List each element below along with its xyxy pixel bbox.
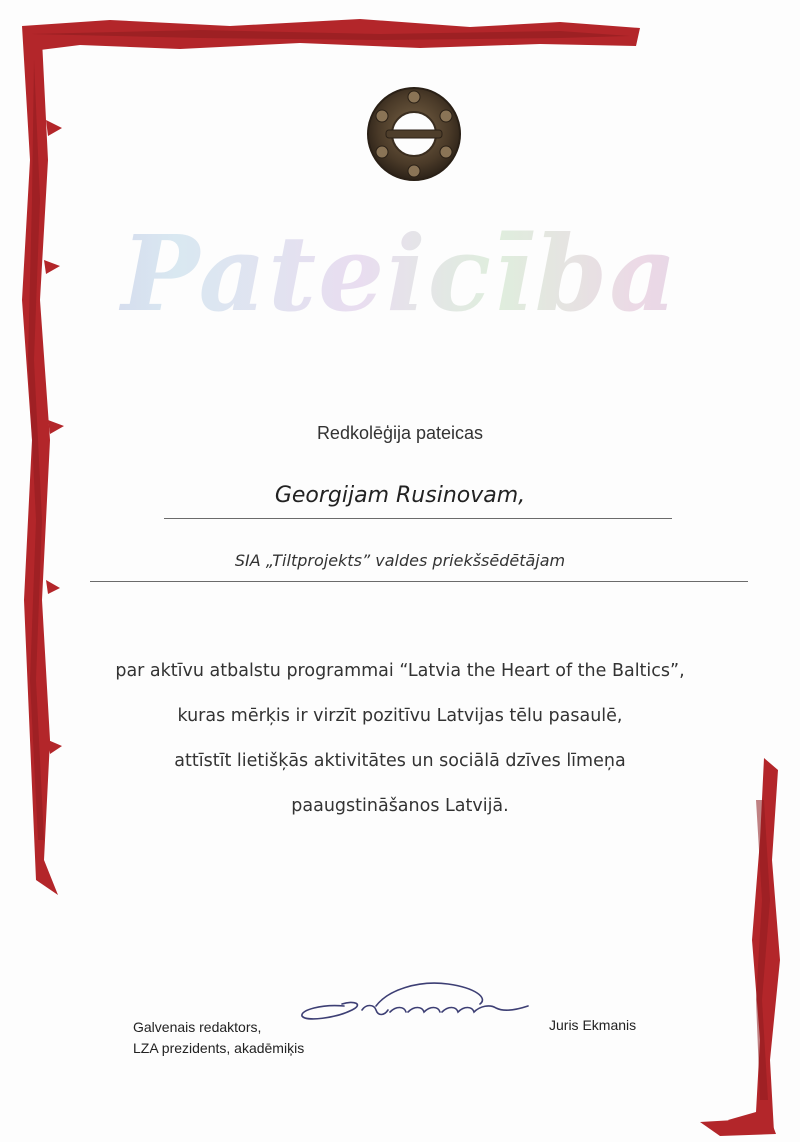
signatory-title bbox=[133, 1017, 304, 1059]
handwritten-signature-icon bbox=[292, 976, 542, 1036]
body-line: paaugstināšanos Latvijā. bbox=[291, 796, 509, 816]
recipient-position: SIA „Tiltprojekts” valdes priekšsēdētājam bbox=[234, 551, 566, 570]
body-line: kuras mērķis ir virzīt pozitīvu Latvijas tēlu pasaulē, bbox=[177, 706, 623, 726]
signatory-title-line1: Galvenais redaktors, bbox=[133, 1019, 262, 1035]
position-underline bbox=[90, 581, 748, 582]
certificate-title: Pateicība bbox=[0, 222, 800, 326]
signatory-name: Juris Ekmanis bbox=[549, 1017, 637, 1033]
brooch-emblem-icon bbox=[366, 86, 462, 182]
body-line: attīstīt lietišķās aktivitātes un sociālā dzīves līmeņa bbox=[174, 751, 626, 771]
intro-text: Redkolēģija pateicas bbox=[316, 423, 484, 443]
recipient-name: Georgijam Rusinovam, bbox=[274, 483, 526, 508]
certificate-body bbox=[0, 654, 800, 834]
body-line: par aktīvu atbalstu programmai “Latvia the Heart of the Baltics”, bbox=[115, 661, 685, 681]
signatory-title-line2: LZA prezidents, akadēmiķis bbox=[133, 1040, 305, 1056]
recipient-underline bbox=[164, 518, 672, 519]
